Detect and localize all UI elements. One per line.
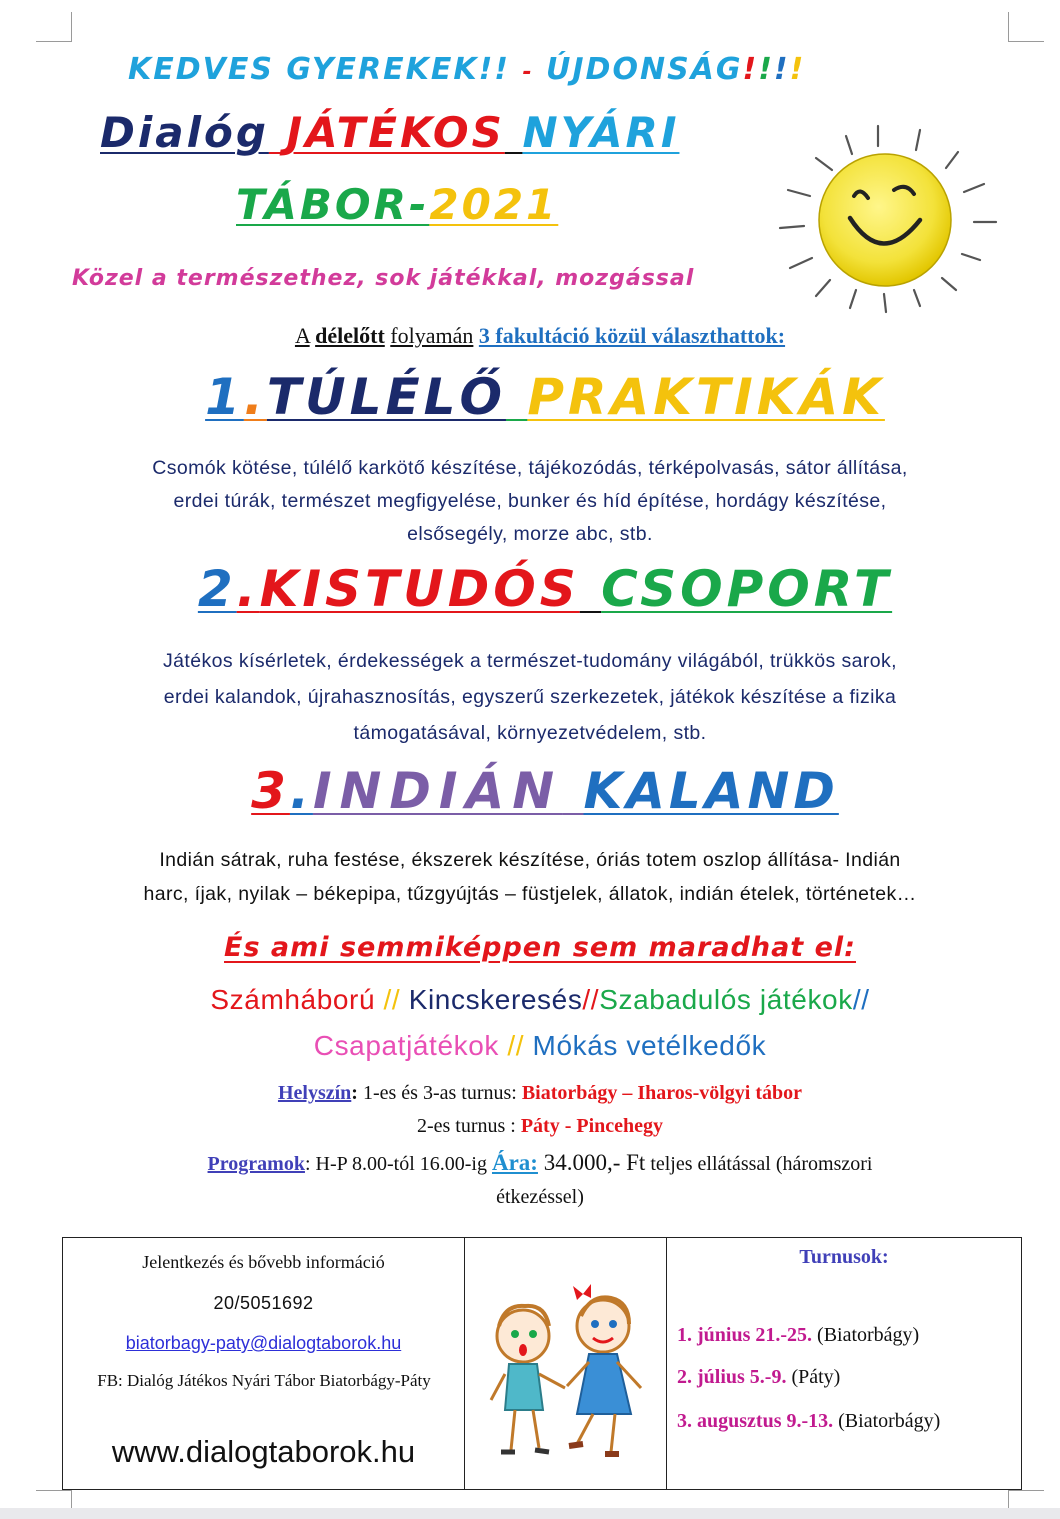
greeting-marks: !!!! [742,52,806,87]
title-nyari: NYÁRI [522,108,680,157]
turns-heading: Turnusok: [799,1246,889,1268]
faculty-1-line-3: elsősegély, morze abc, stb. [407,523,653,545]
contact-website[interactable]: www.dialogtaborok.hu [111,1434,416,1469]
title-jatekos: JÁTÉKOS [286,108,505,157]
faculty-1-dot: . [243,368,267,426]
faculty-2-line-2: erdei kalandok, újrahasznosítás, egyszerű szerkezetek, játékok készítése a fizika [163,686,897,708]
turn-1-date: 1. június 21.-25. [677,1324,813,1346]
price-rest: teljes ellátással (háromszori [645,1153,873,1175]
faculty-3-word1: INDIÁN [312,762,563,820]
turns-cell [667,1238,1021,1489]
faculty-2-word2: CSOPORT [601,560,893,618]
title-line-2 [236,180,558,229]
info-turn-2 [0,1115,1060,1138]
turn-1-place: (Biatorbágy) [812,1324,920,1346]
activity-szamhaboru: Számháború [210,984,376,1015]
contact-heading: Jelentkezés és bővebb információ [142,1252,385,1272]
page-bottom-edge [0,1508,1060,1519]
price-value: 34.000,- Ft [537,1150,646,1175]
intro-line [0,323,1060,349]
faculty-1-line-1: Csomók kötése, túlélő karkötő készítése, tájékozódás, térképolvasás, sátor állítása, [152,457,908,479]
contact-phone: 20/5051692 [213,1293,314,1313]
faculty-3-line-2: harc, íjak, nyilak – békepipa, tűzgyújtás – füstjelek, állatok, indián ételek, történetek… [143,883,917,905]
turn-item [677,1324,919,1347]
turn-3-place: (Biatorbágy) [833,1410,941,1432]
greeting [128,52,805,87]
faculty-3-line-1: Indián sátrak, ruha festése, ékszerek készítése, óriás totem oszlop állítása- Indián [159,849,901,871]
faculty-2-dot: . [236,560,260,618]
info-program [0,1150,1060,1176]
crop-mark-top-right [1008,12,1044,42]
turn-item [677,1410,940,1433]
contact-table [62,1237,1022,1490]
title-year: 2021 [429,180,559,229]
title-dialog: Dialóg [100,108,269,157]
activity-kincskereses: Kincskeresés [408,984,583,1015]
location-paty: Páty - Pincehegy [520,1115,664,1137]
faculty-3-dot: . [289,762,313,820]
activity-szabadulos: Szabadulós játékok [599,984,853,1015]
faculty-2-number: 2 [197,560,237,618]
children-illustration [465,1238,665,1489]
sun-illustration [770,118,1010,318]
intro-rest: 3 fakultáció közül választhattok: [478,323,786,348]
greeting-news: ÚJDONSÁG [546,52,743,87]
crop-mark-bottom-right [1008,1490,1044,1510]
turn-2-place: (Páty) [786,1366,841,1388]
greeting-dash: - [522,60,534,85]
info-program-continued: étkezéssel) [496,1186,584,1208]
separator: // [582,984,600,1015]
contact-email-link[interactable]: biatorbagy-paty@dialogtaborok.hu [125,1333,402,1353]
faculty-1-line-2: erdei túrák, természet megfigyelése, bunker és híd építése, hordágy készítése, [173,490,887,512]
intro-a: A [294,323,310,348]
faculty-1-word2: PRAKTIKÁK [527,368,885,426]
intro-delelott: délelőtt [315,323,385,348]
turn-item [677,1366,840,1389]
faculty-2-line-1: Játékos kísérletek, érdekességek a természet-tudomány világából, trükkös sarok, [163,650,897,672]
crop-mark-top-left [36,12,72,42]
turn2-label: 2-es turnus : [416,1115,521,1137]
turn13-label: 1-es és 3-as turnus: [357,1082,522,1104]
faculty-3-description [40,843,1020,911]
separator: // [383,984,401,1015]
program-text: : H-P 8.00-tól 16.00-ig [304,1153,492,1175]
faculty-1-word1: TÚLÉLŐ [266,368,506,426]
program-label: Programok [207,1153,305,1175]
title-tabor: TÁBOR- [236,180,430,229]
separator: // [852,984,870,1015]
price-label: Ára: [491,1150,538,1175]
location-colon: : [351,1082,358,1104]
faculty-1-title [0,368,1060,426]
faculty-2-title [0,560,1060,618]
location-biatorbagy: Biatorbágy – Iharos-völgyi tábor [521,1082,803,1104]
faculty-1-description [40,452,1020,551]
turn-2-date: 2. július 5.-9. [677,1366,787,1388]
contact-facebook: FB: Dialóg Játékos Nyári Tábor Biatorbágy-Páty [97,1371,431,1390]
activities-line-1 [0,984,1060,1016]
activities-line-2 [0,1030,1060,1062]
activity-csapatjatekok: Csapatjátékok [313,1030,499,1061]
title-line-1 [100,108,679,157]
separator: // [507,1030,525,1061]
faculty-3-word2: KALAND [583,762,839,820]
contact-cell [63,1238,465,1489]
info-location [0,1082,1060,1105]
greeting-kids: KEDVES GYEREKEK!! [128,52,510,87]
faculty-3-title [0,762,1060,820]
activity-mokas: Mókás vetélkedők [532,1030,767,1061]
must-have-title: És ami semmiképpen sem maradhat el: [224,932,856,963]
intro-folyaman: folyamán [390,323,474,348]
faculty-2-line-3: támogatásával, környezetvédelem, stb. [353,722,707,744]
location-label: Helyszín [277,1082,352,1104]
turn-3-date: 3. augusztus 9.-13. [677,1410,834,1432]
kids-image-cell [465,1238,667,1489]
faculty-3-number: 3 [251,762,290,820]
faculty-2-description [40,643,1020,751]
faculty-1-number: 1 [205,368,244,426]
subtitle: Közel a természethez, sok játékkal, mozgással [72,266,695,291]
crop-mark-bottom-left [36,1490,72,1510]
faculty-2-word1: KISTUDÓS [259,560,580,618]
